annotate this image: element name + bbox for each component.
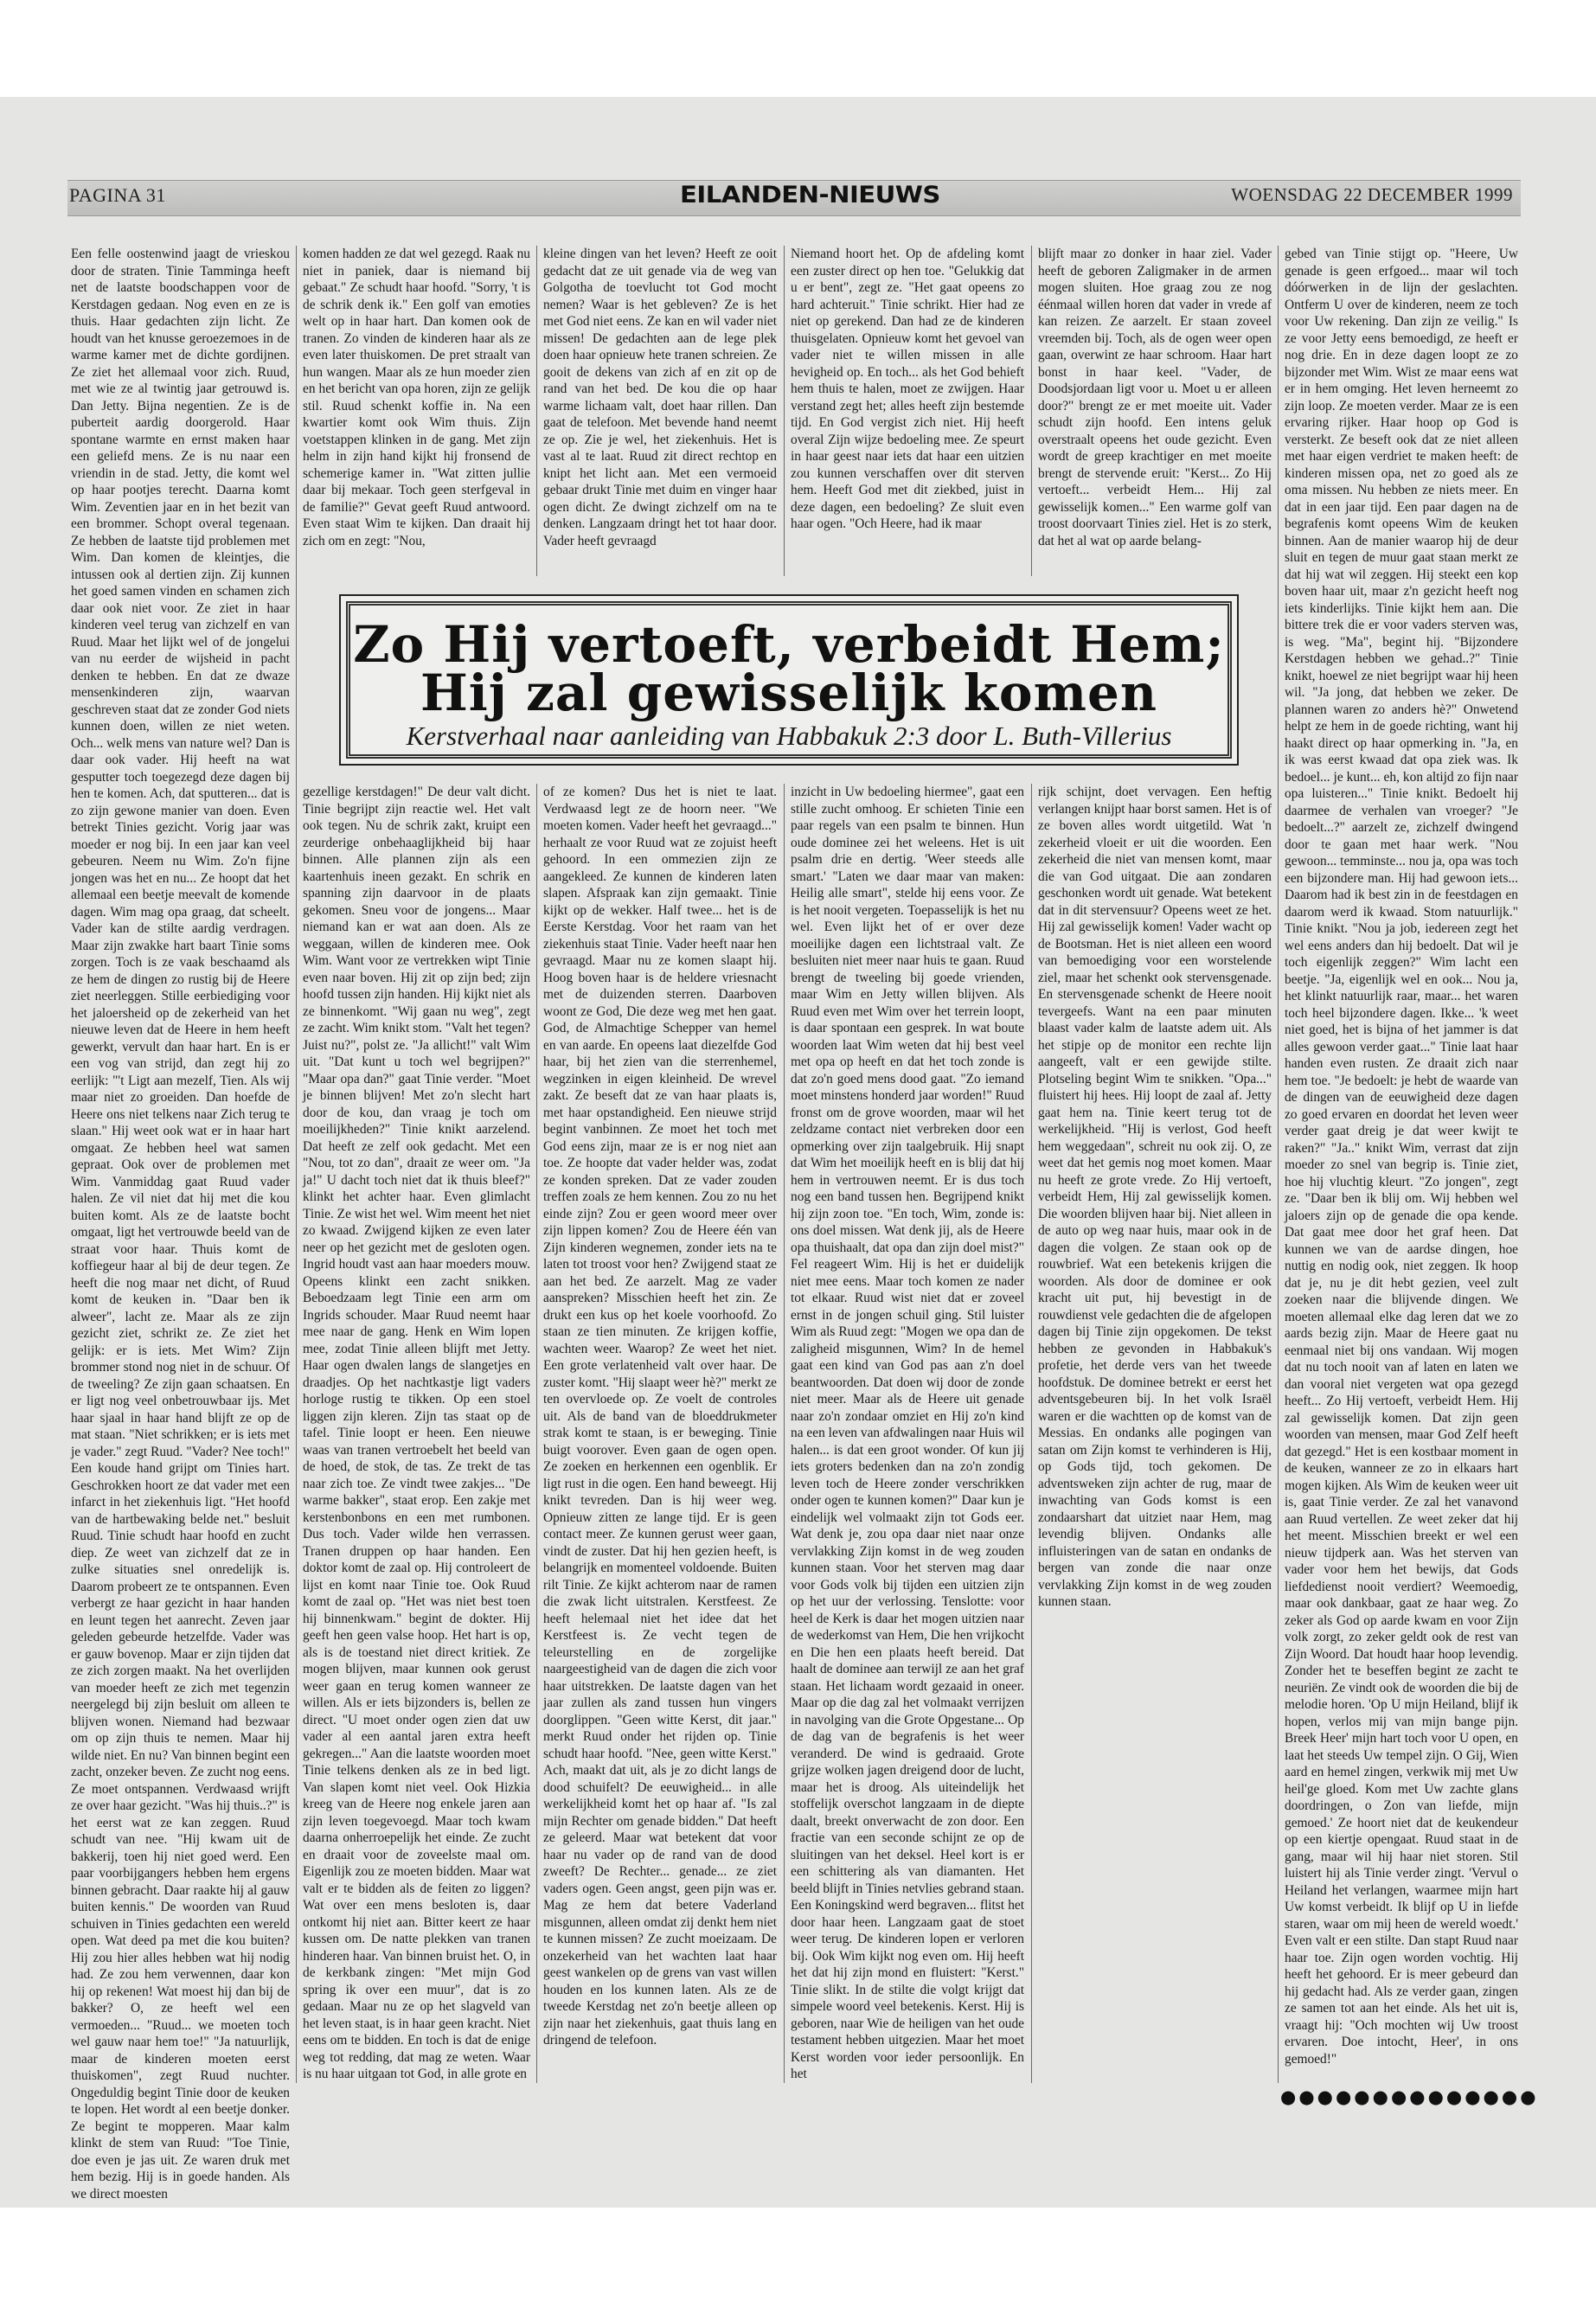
column-divider — [536, 246, 537, 576]
column-divider — [536, 784, 537, 2083]
column-1: Een felle oostenwind jaagt de vrieskou door de straten. Tinie Tamminga heeft net de laatste boodschappen voor de Kerstdagen gedaan. Nog even en ze is thuis. Haar gedachten zijn licht. Ze houdt van het knusse geroezemoes in de warme kamer met de dichte gordijnen. Ze ziet het allemaal voor zich. Ruud, met wie ze al twintig jaar getrouwd is. Dan Jetty. Bijna negentien. Ze is de puberteit aardig doorgerold. Haar spontane warmte en ernst maken haar een geliefd mens. Ze is nu naar een vriendin in de stad. Jetty, die komt wel op haar pootjes terecht. Daarna komt Wim. Zeventien jaar en in het bezit van een brommer. Schopt overal tegenaan. Ze hebben de laatste tijd problemen met Wim. Dan komen de kleintjes, die intussen ook al dertien zijn. Zij kunnen het goed samen vinden en schamen zich daar ook niet voor. Ze ziet in haar kinderen veel terug van zichzelf en van Ruud. Maar het lijkt wel of de jongelui van nu eerder de wijsheid in pacht denken te hebben. En dat ze dwaze mensenkinderen zijn, waarvan geschreven staat dat ze zonder God niets kunnen doen, willen ze niet weten. Och... welk mens van nature wel? Dan is daar ook vader. Hij heeft na wat gesputter toch toegezegd deze dagen bij hen te komen. Ach, dat sputteren... dat is zo zijn gewone manier van doen. Even betrekt Tinies gezicht. Vorig jaar was moeder er nog bij. In een jaar kan veel gebeuren. Neem nu Wim. Zo'n fijne jongen was het en nu... Ze hoopt dat het allemaal een beetje meevalt de komende dagen. Wim mag opa graag, dat scheelt. Vader kan de stilte aardig verdragen. Maar zijn zwakke hart baart Tinie soms zorgen. Toch is ze vaak beschaamd als ze hem de dingen zo rustig bij de Heere ziet neerleggen. Stille eerbiediging voor het jaloersheid op de zekerheid van het nieuwe leven dat de Heere in hem heeft gewerkt, vervult dan haar hart. En is er een vog van strijd, dan zegt hij zo eerlijk: "'t Ligt aan mezelf, Tien. Als wij maar niet zo groeiden. Dan hoefde de Heere ons niet telkens naar Zich terug te slaan." Hij weet ook wat er in haar hart omgaat. Ze hebben heel wat samen gepraat. Ook over de problemen met Wim. Vanmiddag gaat Ruud vader halen. Ze vil niet dat hij met die kou buiten komt. Als ze de laatste bocht omgaat, ligt het vertrouwde beeld van de straat voor haar. Thuis komt de koffiegeur haar al bij de deur tegen. Ze heeft die nog maar net dicht, of Ruud komt de keuken in. "Daar ben ik alweer", lacht ze. Maar als ze zijn gezicht ziet, schrikt ze. Ze ziet het gelijk: er is iets. Met Wim? Zijn brommer stond nog niet in de schuur. Of de tweeling? Ze zijn gaan schaatsen. En er ligt nog veel onbetrouwbaar ijs. Met haar sjaal in haar hand blijft ze op de mat staan. "Niet schrikken; er is iets met je vader." zegt Ruud. "Vader? Nee toch!" Een koude hand grijpt om Tinies hart. Geschrokken hoort ze dat vader met een infarct in het ziekenhuis ligt. "Het hoofd van de hartbewaking belde net." besluit Ruud. Tinie schudt haar hoofd en zucht diep. Ze weet van zichzelf dat ze in zulke situaties snel onredelijk is. Daarom probeert ze te ontspannen. Even verbergt ze haar gezicht in haar handen en leunt tegen het aanrecht. Zeven jaar geleden gebeurde hetzelfde. Vader was er gauw bovenop. Maar er zijn tijden dat ze zich zorgen maakt. Na het overlijden van moeder heeft ze zich met tegenzin neergelegd bij zijn besluit om alleen te blijven wonen. Niemand had bezwaar om op zijn thuis te nemen. Maar hij wilde niet. En nu? Van binnen begint een zacht, onzeker beven. Ze zucht nog eens. Ze moet ontspannen. Verdwaasd wrijft ze over haar gezicht. "Was hij thuis..?" is het eerst wat ze kan zeggen. Ruud schudt van nee. "Hij kwam uit de bakkerij, toen hij niet goed werd. Een paar voorbijgangers hebben hem ergens binnen gebracht. Daar raakte hij al gauw buiten kennis." De woorden van Ruud schuiven in Tinies gedachten een wereld open. Wat deed pa met die kou buiten? Hij zou hier alles hebben wat hij nodig had. Ze zou hem verwennen, daar kon hij op rekenen! Wat moest hij dan bij de bakker? O, ze heeft wel een vermoeden... "Ruud... we moeten toch wel gauw naar hem toe!" "Ja natuurlijk, maar de kinderen moeten eerst thuiskomen", zegt Ruud nuchter. Ongeduldig begint Tinie door de keuken te lopen. Het wordt al een beetje donker. Ze begint te mopperen. Maar kalm klinkt de stem van Ruud: "Toe Tinie, doe even je jas uit. Ze waren druk met hem bezig. Hij is in goede handen. Als we direct moesten — [71, 247, 290, 2202]
masthead: EILANDEN-NIEUWS — [680, 182, 940, 208]
column-5: blijft maar zo donker in haar ziel. Vader heeft de geboren Zaligmaker in de armen mogen sluiten. Hoe graag zou ze nog éénmaal willen horen dat vader in vrede af kan reizen. Ze aarzelt. Er staan zoveel vreemden bij. Toch, als de ogen weer open gaan, overwint ze haar schroom. Haar hart bonst in haar keel. "Vader, de Doodsjordaan ligt voor u. Moet u er alleen door?" brengt ze er met moeite uit. Vader schudt zijn hoofd. Een intens geluk overstraalt opeens het oude gezicht. Even wordt de greep krachtiger en met moeite brengt de stervende eruit: "Kerst... Zo Hij vertoeft... verbeidt Hem... Hij zal gewisselijk komen..." Een warme golf van troost doorvaart Tinies ziel. Het is zo sterk, dat het al wat op aarde belang- — [1038, 247, 1272, 548]
column-10: rijk schijnt, doet vervagen. Een heftig verlangen knijpt haar borst samen. Het is of ze boven alles wordt uitgetild. Wat 'n zekerheid vloeit er uit die woorden. Een zekerheid die niet van mensen komt, maar die van God uitgaat. Die aan zondaren geschonken wordt uit genade. Wat betekent dat in dit stervensuur? Opeens weet ze het. Hij zal gewisselijk komen! Vader wacht op de Bootsman. Het is niet alleen een woord van bemoediging voor een worstelende ziel, maar het schenkt ook stervensgenade. En stervensgenade schenkt de Heere nooit tevergeefs. Want na een paar minuten blaast vader kalm de laatste adem uit. Als het stipje op de monitor een rechte lijn aangeeft, valt er een gewijde stilte. Plotseling begint Wim te snikken. "Opa..." fluistert hij hees. Hij loopt de zaal af. Jetty gaat hem na. Tinie keert terug tot de werkelijkheid. "Hij is verlost, God heeft hem weggedaan", schreit nu ook zij. O, ze weet dat het gemis nog moet komen. Maar nu heeft ze grote vrede. Zo Hij vertoeft, verbeidt Hem, Hij zal gewisselijk komen. Die woorden blijven haar bij. Niet alleen in de auto op weg naar huis, maar ook in de dagen die volgen. Ze staan ook op de rouwbrief. Wat een betekenis krijgen die woorden. Als door de dominee er ook kracht uit put, hij bevestigt in de rouwdienst vele gedachten die de afgelopen dagen bij Tinie zijn opgekomen. De tekst hebben ze gevonden in Habbakuk's profetie, het derde vers van het tweede hoofdstuk. De dominee betrekt er eerst het adventsgebeuren bij. In het volk Israël waren er die wachtten op de komst van de Messias. En ondanks alle pogingen van satan om Zijn komst te verhinderen is Hij, op Gods tijd, toch gekomen. De adventsweken zijn achter de rug, maar de inwachting van Gods komst is een zondaarshart dat uitziet naar Hem, mag levendig blijven. Ondanks alle influisteringen van de satan en ondanks de bergen van zonde die naar onze vervlakking Zijn komst in de weg zouden kunnen staan. — [1038, 785, 1272, 1609]
column-divider — [784, 784, 785, 2083]
article-subtitle: Kerstverhaal naar aanleiding van Habbakuk 2:3 door L. Buth-Villerius — [406, 721, 1172, 751]
column-7: gezellige kerstdagen!" De deur valt dicht. Tinie begrijpt zijn reactie wel. Het valt ook tegen. Nu de schrik zakt, kruipt een zeurderige onbehaaglijkheid bij haar binnen. Alle plannen zijn als een kaartenhuis ineen gezakt. En schrik en spanning zijn daarvoor in de plaats gekomen. Sneu voor de jongens... Maar niemand kan er wat aan doen. Als ze weggaan, willen de kinderen mee. Ook Wim. Want voor ze vertrekken wipt Tinie even naar boven. Hij zit op zijn bed; zijn hoofd tussen zijn handen. Hij kijkt niet als ze binnenkomt. "Wij gaan nu weg", zegt ze zacht. Wim knikt stom. "Valt het tegen? Juist nu?", polst ze. "Ja allicht!" valt Wim uit. "Dat kunt u toch wel begrijpen?" "Maar opa dan?" gaat Tinie verder. "Moet je binnen blijven! Met zo'n slecht hart door de kou, dan vraag je toch om moeilijkheden?" Tinie knikt aarzelend. Dat heeft ze zelf ook gedacht. Met een "Nou, tot zo dan", draait ze weer om. "Ja ja!" U dacht toch niet dat ik thuis bleef?" klinkt het achter haar. Even glimlacht Tinie. Ze wist het wel. Wim meent het niet zo kwaad. Zwijgend kijken ze even later neer op het gezicht met de gesloten ogen. Ingrid houdt vast aan haar moeders mouw. Opeens klinkt een zacht snikken. Beboedzaam legt Tinie een arm om Ingrids schouder. Maar Ruud neemt haar mee naar de gang. Henk en Wim lopen mee, zodat Tinie alleen blijft met Jetty. Haar ogen dwalen langs de slangetjes en draadjes. Op het nachtkastje ligt vaders horloge rustig te tikken. Op een stoel liggen zijn kleren. Zijn tas staat op de tafel. Tinie loopt er heen. Een nieuwe waas van tranen vertroebelt het beeld van de hoed, de stok, de tas. Ze trekt de tas naar zich toe. Ze vindt twee zakjes... "De warme bakker", staat erop. Een zakje met kerstenbonbons en een met rumbonen. Dus toch. Vader wilde hen verrassen. Tranen druppen op haar handen. Een doktor komt de zaal op. Hij controleert de lijst en komt naar Tinie toe. Ook Ruud komt de zaal op. "Het was niet best toen hij binnenkwam." begint de dokter. Hij geeft hen geen valse hoop. Het hart is op, als is de toestand niet direct kritiek. Ze mogen blijven, maar kunnen ook gerust weer gaan en terug komen wanneer ze willen. Als er iets bijzonders is, bellen ze direct. "U moet onder ogen zien dat uw vader al een aantal jaren extra heeft gekregen..." Aan die laatste woorden moet Tinie telkens denken als ze in bed ligt. Van slapen komt niet veel. Ook Hizkia kreeg van de Heere nog enkele jaren aan zijn leven toegevoegd. Maar toch kwam daarna onherroepelijk het einde. Ze zucht en draait voor de zoveelste maal om. Eigenlijk zou ze moeten bidden. Maar wat valt er te bidden als de feiten zo liggen? Wat over een mens besloten is, daar ontkomt hij niet aan. Bitter keert ze haar kussen om. De natte plekken van tranen hinderen haar. Van binnen bruist het. O, in de kerkbank zingen: "Met mijn God spring ik over een muur", dat is zo gedaan. Maar nu ze op het slagveld van het leven staat, is in haar geen kracht. Niet eens om te bidden. En toch is dat de enige weg tot redding, dat mag ze weten. Waar is nu haar uitgaan tot God, in alle grote en — [303, 785, 530, 2081]
page-number: PAGINA 31 — [69, 184, 166, 206]
column-3: kleine dingen van het leven? Heeft ze ooit gedacht dat ze uit genade via de weg van Golgotha de toevlucht tot God mocht nemen? Waar is het gebleven? Ze is het met God niet eens. Ze kan en wil vader niet missen! De gedachten aan de lege plek doen haar opnieuw hete tranen schreien. Ze gooit de dekens van zich af en zit op de rand van het bed. De kou die op haar warme lichaam valt, doet haar rillen. Dan gaat de telefoon. Met bevende hand neemt ze op. Zie je wel, het ziekenhuis. Het is vast al te laat. Ruud zit direct rechtop en knipt het licht aan. Met een vermoeid gebaar drukt Tinie met duim en vinger haar ogen dicht. Ze dwingt zichzelf om na te denken. Langzaam dringt het tot haar door. Vader heeft gevraagd — [543, 247, 777, 548]
headline-line-2: Hij zal gewisselijk komen — [420, 663, 1158, 722]
scan-margin-top — [0, 0, 1596, 97]
column-8: of ze komen? Dus het is niet te laat. Verdwaasd legt ze de hoorn neer. "We moeten komen. Vader heeft het gevraagd..." herhaalt ze voor Ruud wat ze zojuist heeft gehoord. In een ommezien zijn ze aangekleed. Ze kunnen de kinderen laten slapen. Afspraak kan zijn gemaakt. Tinie kijkt op de wekker. Half twee... het is de Eerste Kerstdag. Voor het raam van het ziekenhuis staat Tinie. Vader heeft naar hen gevraagd. Maar nu ze komen slaapt hij. Hoog boven haar is de heldere vriesnacht met de duizenden sterren. Daarboven woont ze God, Die deze weg met hen gaat. God, de Almachtige Schepper van hemel en van aarde. En opeens laat diezelfde God haar, bij het zien van die sterrenhemel, wegzinken in eigen kleinheid. De wrevel zakt. Ze beseft dat ze van haar plaats is, met haar opstandigheid. Een nieuwe strijd begint vanbinnen. Ze moet het toch met God eens zijn, maar ze is er nog niet aan toe. Ze hoopte dat vader helder was, zodat ze konden spreken. Dat ze vader zouden treffen zoals ze hem kennen. Zou zo nu het einde zijn? Zou er geen woord meer over zijn lippen komen? Zou de Heere één van Zijn kinderen wegnemen, zonder iets na te laten tot troost voor hen? Zwijgend staat ze aan het bed. Ze aarzelt. Mag ze vader aanspreken? Misschien heeft het zin. Ze drukt een kus op het koele voorhoofd. Zo staan ze tien minuten. Ze krijgen koffie, wachten weer. Waarop? Ze weet het niet. Een grote verlatenheid valt over haar. De zuster komt. "Hij slaapt weer hè?" merkt ze ten overvloede op. Ze voelt de controles uit. Als de band van de bloeddrukmeter strak komt te staan, is er beweging. Tinie buigt voorover. Even gaan de ogen open. Ze zoeken en herkennen een ogenblik. Er ligt rust in die ogen. Een hand beweegt. Hij knikt tevreden. Dan is hij weer weg. Opnieuw zitten ze lange tijd. Er is geen contact meer. Ze kunnen gerust weer gaan, vindt de zuster. Dat hij hen gezien heeft, is belangrijk en momenteel voldoende. Buiten rilt Tinie. Ze kijkt achterom naar de ramen die zwak licht uitstralen. Kerstfeest. Ze heeft helemaal niet het idee dat het Kerstfeest is. Ze vecht tegen de teleurstelling en de zorgelijke naargeestigheid van de dagen die zich voor haar uitstrekken. De laatste dagen van het jaar zullen als zand tussen hun vingers doorglippen. "Geen witte Kerst, dit jaar." merkt Ruud onder het rijden op. Tinie schudt haar hoofd. "Nee, geen witte Kerst." Ach, maakt dat uit, als je zo dicht langs de dood schuifelt? De eeuwigheid... in alle werkelijkheid komt het op haar af. "Is zal mijn Rechter om genade bidden." Dat heeft ze geleerd. Maar wat betekent dat voor haar nu vader op de rand van de dood zweeft? De Rechter... genade... ze ziet vaders ogen. Geen angst, geen pijn was er. Mag ze hem dat betere Vaderland misgunnen, alleen omdat zij denkt hem niet te kunnen missen? Ze zucht moeizaam. De onzekerheid van het wachten laat haar geest wankelen op de grens van vast willen houden en los kunnen laten. Als ze de tweede Kerstdag net zo'n beetje alleen op zijn naar het ziekenhuis, gaat thuis lang en dringend de telefoon. — [543, 785, 777, 2048]
column-divider — [1278, 246, 1279, 2083]
column-6: gebed van Tinie stijgt op. "Heere, Uw genade is geen erfgoed... maar wil toch dóórwerken in de lijn der geslachten. Ontferm U over de kinderen, neem ze toch voor Uw rekening. Dan zijn ze veilig." Is ze voor Jetty eens bemoedigd, ze heeft er nog drie. En in deze dagen loopt ze zo bijzonder met Wim. Wist ze maar eens wat er in hem omging. Het leven herneemt zo zijn loop. Ze moeten verder. Maar ze is een ervaring rijker. Haar hoop op God is versterkt. Ze beseft ook dat ze niet alleen met haar eigen verdriet te maken heeft: de kinderen missen opa, net zo goed als ze oma missen. Nu hebben ze niets meer. En dat in een jaar tijd. Een paar dagen na de begrafenis komt opeens Wim de keuken binnen. Aan de manier waarop hij de deur sluit en tegen de muur gaat staan merkt ze dat hij wat wil zeggen. Hij steekt een kop boven haar uit, maar z'n gezicht heeft nog iets kinderlijks. Tinie kijkt hem aan. Die bittere trek die er voor vaders sterven was, is weg. "Ma", begint hij. "Bijzondere Kerstdagen hebben we gehad..?" Tinie knikt, hoewel ze niet begrijpt waar hij heen wil. "Ja jong, dat hebben we zeker. De plannen waren zo anders hè?" Onwetend helpt ze hem in de goede richting, want hij haakt direct op haar opmerking in. "Ja, en ik was eerst kwaad dat opa ziek was. Ik bedoel... je kunt... eh, kon altijd zo fijn naar opa luisteren..." Tinie knikt. Bedoelt hij daarmee de verhalen van vroeger? "Je bedoelt...?" aarzelt ze, zichzelf dwingend door te gaan met haar werk. "Nou gewoon... temminste... nou ja, opa was toch een bijzondere man. Hij had gewoon iets... Daarom had ik best zin in de feestdagen en daarom werd ik kwaad. Stom natuurlijk." Tinie knikt. "Nou ja job, iedereen zegt het wel eens anders dan hij bedoelt. Dat wil je toch eigenlijk zeggen?" Wim lacht een beetje. "Ja, eigenlijk wel en ook... Nou ja, het klinkt natuurlijk raar, maar... het waren toch heel bijzondere dagen. Ikke... 'k weet niet goed, het is bijna of het jammer is dat alles gewoon verder gaat..." Tinie laat haar handen even rusten. Ze draait zich naar hem toe. "Je bedoelt: je hebt de waarde van de dingen van de eeuwigheid deze dagen zo goed ervaren en doordat het leven weer verder gaat dreig je dat weer kwijt te raken?" "Ja.." knikt Wim, verrast dat zijn moeder zo snel van begrip is. Tinie ziet, hoe hij vluchtig kleurt. "Zo jongen", zegt ze. "Daar ben ik blij om. Wij hebben wel jaloers zijn op de genade die opa kende. Dat gaat mee door het graf heen. Dat kunnen we van de aardse dingen, hoe nuttig en nodig ook, niet zeggen. Ik hoop dat je, nu je dit hebt gezien, veel zult zoeken naar die blijvende dingen. We moeten allemaal elke dag leren dat we zo aards bezig zijn. Maar de Heere gaat nu eenmaal niet bij ons vandaan. Wij mogen dat nu toch nooit van af laten en laten we dan vooral niet vergeten wat opa gezegd heeft... Zo Hij vertoeft, verbeidt Hem. Hij zal gewisselijk komen. Dat zijn geen woorden van mensen, maar God Zelf heeft dat gezegd." Het is een kostbaar moment in de keuken, wanneer ze zo in elkaars hart mogen kijken. Als Wim de keuken weer uit is, gaat Tinie verder. Ze zal het vanavond aan Ruud vertellen. Ze weet zeker dat hij het meent. Misschien breekt er wel een nieuw tijdperk aan. Was het sterven van vader voor hem het bewijs, dat Gods liefdedienst nooit verdiert? Weemoedig, maar ook dankbaar, gaat ze haar weg. Zo zeker als God op aarde kwam en voor Zijn volk zorgt, zo zeker geldt ook de rest van Zijn Woord. Dat houdt haar hoop levendig. Zonder het te beseffen begint ze zacht te neuriën. Ze vindt ook de woorden die bij de melodie horen. 'Op U mijn Heiland, blijf ik hopen, verlos mij van mijn bange pijn. Breek Heer' mijn hart toch voor U open, en laat het steeds Uw tempel zijn. O Gij, Wien aard en hemel zingen, verkwik mij met Uw heil'ge gloed. Kom met Uw zachte glans doordringen, o Zon van liefde, mijn gemoed.' Ze hoort niet dat de keukendeur op een kiertje opengaat. Ruud staat in de gang, maar wil hij haar niet storen. Stil luistert hij als Tinie verder zingt. 'Vervul o Heiland het verlangen, waarmee mijn hart Uw komst verbeidt. Ik blijf op U in liefde staren, waar om mij heen de wereld woedt.' Even valt er een stilte. Dan stapt Ruud naar haar toe. Zijn ogen worden vochtig. Hij heeft het gehoord. Er is meer gebeurd dan hij gedacht had. Als ze verder gaan, zingen ze samen tot aan het einde. Als het uit is, vraagt hij: "Och mochten wij Uw troost ervaren. Doe intocht, Heer', in ons gemoed!" — [1285, 247, 1518, 2067]
column-divider — [1031, 784, 1032, 2083]
issue-date: WOENSDAG 22 DECEMBER 1999 — [1231, 184, 1513, 205]
column-divider — [1031, 246, 1032, 576]
column-divider — [784, 246, 785, 576]
article-end-marker: ●●●●●●●●●●●●●● — [1280, 2086, 1539, 2107]
headline-line-1: Zo Hij vertoeft, verbeidt Hem; — [353, 615, 1225, 674]
column-4: Niemand hoort het. Op de afdeling komt een zuster direct op hen toe. "Gelukkig dat u er bent", zegt ze. "Het gaat opeens zo hard achteruit." Tinie schrikt. Hier had ze niet op gerekend. Dan had ze de kinderen thuisgelaten. Opnieuw komt het gevoel van vader niet te willen missen in alle hevigheid op. En toch... als het God behieft hem thuis te halen, moet ze zwijgen. Haar verstand zegt het; alles heeft zijn bestemde tijd. En God vergist zich niet. Hij heeft overal Zijn wijze bedoeling mee. Ze speurt in haar geest naar iets dat haar een uitzien zou kunnen verschaffen over dit sterven hem. Heeft God met dit ziekbed, juist in deze dagen, een bedoeling? Ze sluit even haar ogen. "Och Heere, had ik maar — [791, 247, 1024, 531]
column-9: inzicht in Uw bedoeling hiermee", gaat een stille zucht omhoog. Er schieten Tinie een paar regels van een psalm te binnen. Hun oude dominee zei het weleens. Het is uit psalm drie en dertig. 'Weer steeds alle smart.' "Laten we daar maar van maken: Heilig alle smart", stelde hij eens voor. Ze is het nooit vergeten. Toepasselijk is het nu wel. Even lijkt het of er over deze moeilijke dagen een lichtstraal valt. Ze besluiten niet meer naar huis te gaan. Ruud brengt de tweeling bij goede vrienden, maar Wim en Jetty willen blijven. Als Ruud even met Wim over het terrein loopt, is daar spontaan een gesprek. In wat boute woorden laat Wim weten dat hij best veel met opa op heeft en dat het toch zonde is dat zo'n goed mens dood gaat. "Zo iemand moet minstens honderd jaar worden!" Ruud fronst om de grove woorden, maar wil het zeldzame contact niet verbreken door een opmerking over zijn taalgebruik. Hij snapt dat Wim het moeilijk heeft en is blij dat hij hem in vertrouwen neemt. Er is dus toch nog een band tussen hen. Begrijpend knikt hij zijn zoon toe. "En toch, Wim, zonde is: ons doel missen. Wat denk jij, als de Heere opa thuishaalt, dat opa dan zijn doel mist?" Fel reageert Wim. Hij is het er duidelijk niet mee eens. Maar toch komen ze nader tot elkaar. Ruud wist niet dat er zoveel ernst in de jongen schuil ging. Stil luister Wim als Ruud zegt: "Mogen we opa dan de zaligheid misgunnen, Wim? In de hemel gaat een kind van God pas aan z'n doel beantwoorden. Dat doen wij door de zonde niet meer. Maar als de Heere uit genade naar zo'n zondaar omziet en Hij zo'n kind na een leven van afdwalingen naar Huis wil halen... is dat een groot wonder. Of kun jij iets groters bedenken dan na zo'n zondig leven toch de Heere zonder verschrikken onder ogen te kunnen komen?" Daar kun je eindelijk wel volmaakt zijn tot Gods eer. Wat denk je, zou opa daar niet naar onze vervlakking Zijn komst in de weg zouden kunnen staan. Voor het sterven mag daar voor Gods volk bij tijden een uitzien zijn op het uur der verlossing. Tenslotte: voor heel de Kerk is daar het mogen uitzien naar de wederkomst van Hem, Die hen vrijkocht en Die hen een plaats heeft bereid. Dat haalt de dominee aan terwijl ze aan het graf staan. Het lichaam wordt gezaaid in oneer. Maar op die dag zal het volmaakt verrijzen in navolging van die Grote Opgestane... Op de dag van de begrafenis is het weer veranderd. De wind is gedraaid. Grote grijze wolken jagen dreigend door de lucht, maar het is droog. Als uiteindelijk het stoffelijk overschot langzaam in de diepte daalt, breekt onverwacht de zon door. Een fractie van een seconde schijnt ze op de sluitingen van het deksel. Heel kort is er een schittering als van diamanten. Het beeld blijft in Tinies netvlies gebrand staan. Een Koningskind werd begraven... flitst het door haar heen. Langzaam gaat de stoet weer terug. De kinderen lopen er verloren bij. Ook Wim kijkt nog even om. Hij heeft het dat hij zijn mond en fluistert: "Kerst." Tinie slikt. In de stilte die volgt krijgt dat simpele woord veel betekenis. Kerst. Hij is geboren, naar Wie de heiligen van het oude testament hebben uitgezien. Maar het moet Kerst worden voor ieder persoonlijk. En het — [791, 785, 1024, 2081]
column-2: komen hadden ze dat wel gezegd. Raak nu niet in paniek, daar is niemand bij gebaat." Ze schudt haar hoofd. "Sorry, 't is de schrik denk ik." Een golf van emoties welt op in haar hart. Dan komen ook de tranen. Zo vinden de kinderen haar als ze even later thuiskomen. De pret straalt van hun wangen. Maar als ze hun moeder zien en het bericht van opa horen, zijn ze gelijk stil. Ruud schenkt koffie in. Na een kwartier komt ook Wim thuis. Zijn voetstappen klinken in de gang. Met zijn helm in zijn hand kijkt hij fronsend de schemerige kamer in. "Wat zitten jullie daar bij mekaar. Toch geen sterfgeval in de familie?" Gevat geeft Ruud antwoord. Even staat Wim te kijken. Dan draait hij zich om en zegt: "Nou, — [303, 247, 530, 548]
column-divider — [296, 246, 297, 2083]
article-headline-box — [339, 594, 1239, 766]
scan-margin-bottom — [0, 2208, 1596, 2301]
